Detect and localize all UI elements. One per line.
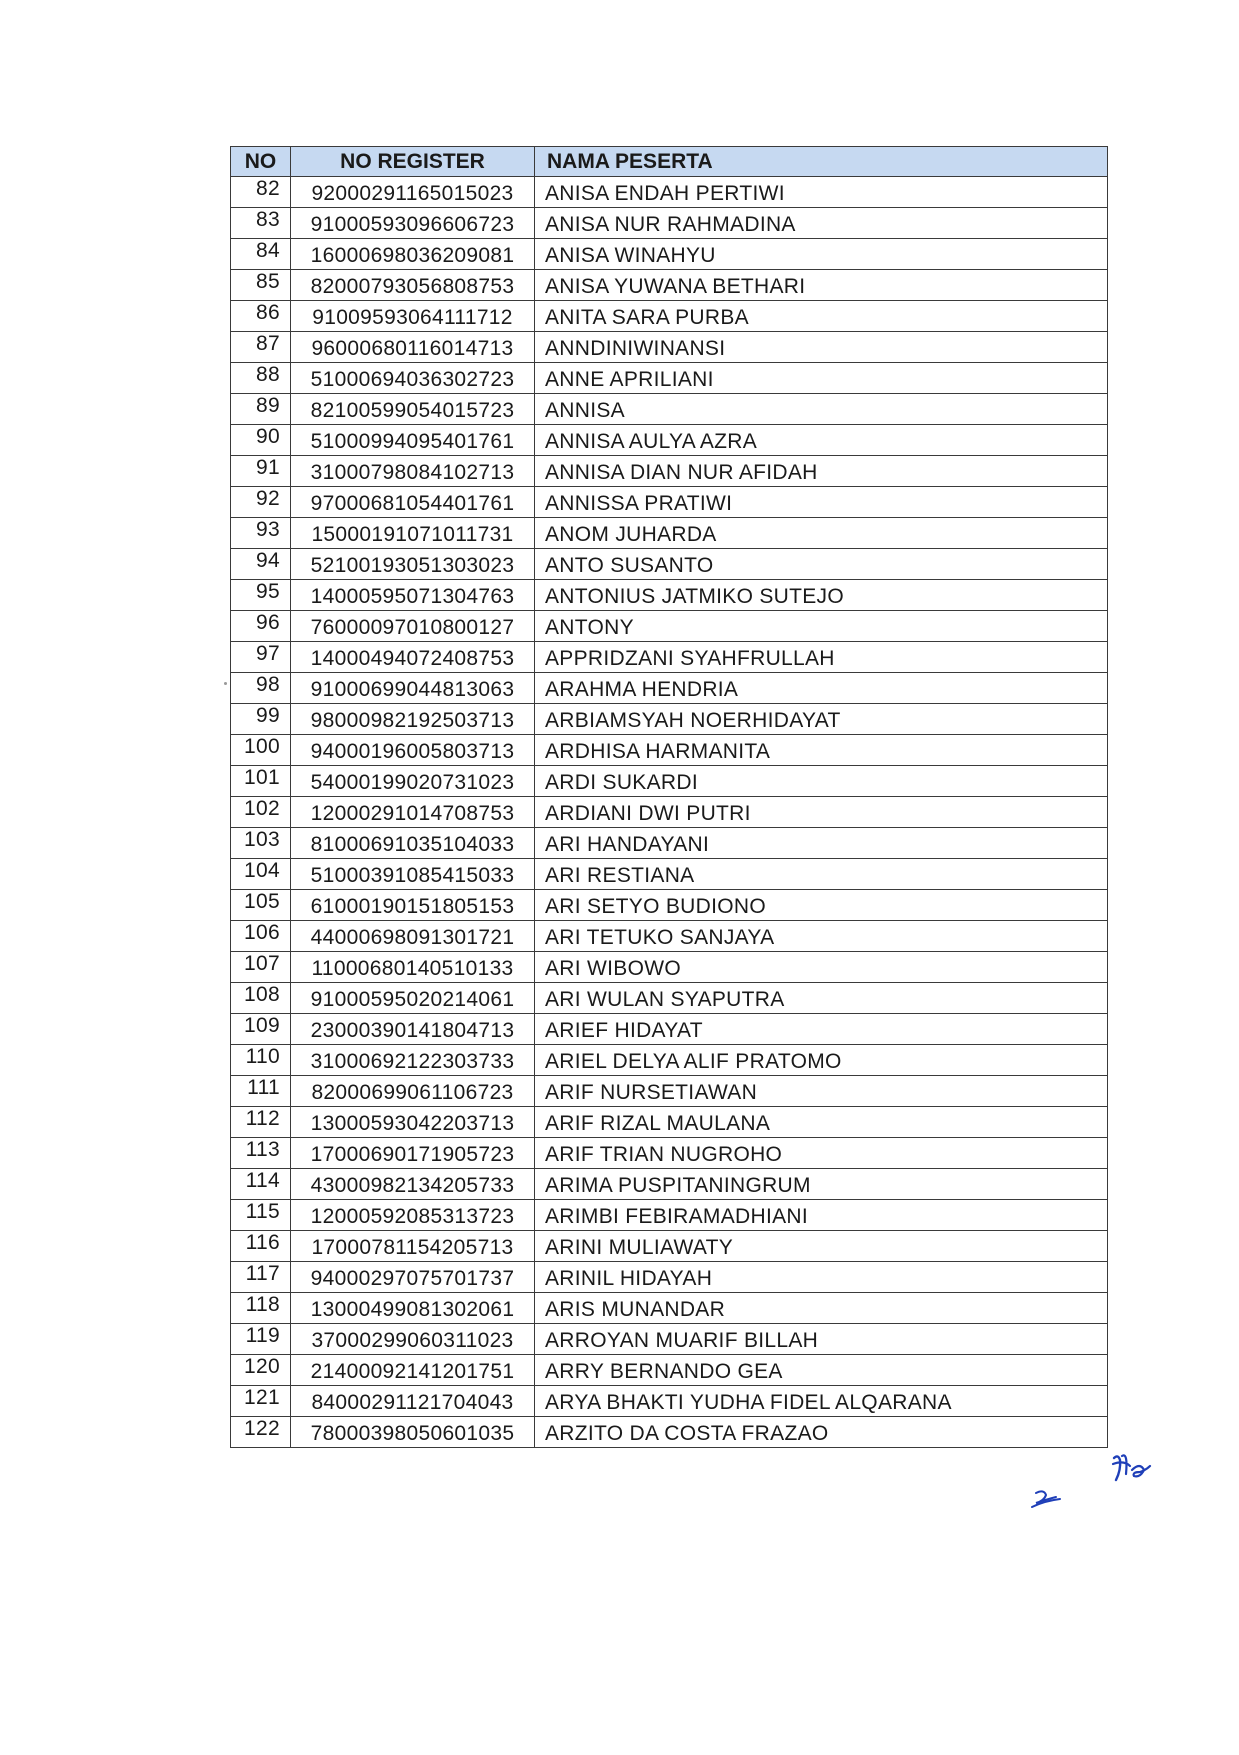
participant-name: ARIEF HIDAYAT [535, 1014, 1108, 1045]
register-number: 82000699061106723 [291, 1076, 535, 1107]
table-row [231, 518, 1108, 549]
register-number: 94000297075701737 [291, 1262, 535, 1293]
row-number: 101 [231, 766, 291, 797]
row-number: 105 [231, 890, 291, 921]
register-number: 51000391085415033 [291, 859, 535, 890]
row-number: 104 [231, 859, 291, 890]
register-number: 14000494072408753 [291, 642, 535, 673]
register-number: 37000299060311023 [291, 1324, 535, 1355]
register-number: 82000793056808753 [291, 270, 535, 301]
participant-name: ARDI SUKARDI [535, 766, 1108, 797]
participant-name: ARYA BHAKTI YUDHA FIDEL ALQARANA [535, 1386, 1108, 1417]
participant-name: ANTO SUSANTO [535, 549, 1108, 580]
row-number: 115 [231, 1200, 291, 1231]
participant-table [230, 146, 1108, 1448]
row-number: 85 [231, 270, 291, 301]
participant-name: ANTONY [535, 611, 1108, 642]
table-row [231, 425, 1108, 456]
row-number: 122 [231, 1417, 291, 1448]
row-number: 95 [231, 580, 291, 611]
row-number: 103 [231, 828, 291, 859]
participant-name: ANNISA AULYA AZRA [535, 425, 1108, 456]
table-row [231, 1231, 1108, 1262]
register-number: 91000595020214061 [291, 983, 535, 1014]
participant-name: ARIEL DELYA ALIF PRATOMO [535, 1045, 1108, 1076]
participant-name: ANOM JUHARDA [535, 518, 1108, 549]
register-number: 51000694036302723 [291, 363, 535, 394]
register-number: 44000698091301721 [291, 921, 535, 952]
table-row [231, 177, 1108, 208]
participant-name: ARI RESTIANA [535, 859, 1108, 890]
register-number: 84000291121704043 [291, 1386, 535, 1417]
participant-name: ANTONIUS JATMIKO SUTEJO [535, 580, 1108, 611]
table-row [231, 1355, 1108, 1386]
row-number: 107 [231, 952, 291, 983]
table-row [231, 1107, 1108, 1138]
paraf-initial-icon [1030, 1487, 1064, 1511]
row-number: 116 [231, 1231, 291, 1262]
register-number: 15000191071011731 [291, 518, 535, 549]
table-row [231, 952, 1108, 983]
table-row [231, 239, 1108, 270]
table-row [231, 735, 1108, 766]
participant-name: ARIF NURSETIAWAN [535, 1076, 1108, 1107]
participant-name: ANISA ENDAH PERTIWI [535, 177, 1108, 208]
participant-name: ANNISA [535, 394, 1108, 425]
row-number: 94 [231, 549, 291, 580]
table-row [231, 1138, 1108, 1169]
register-number: 13000499081302061 [291, 1293, 535, 1324]
table-row [231, 704, 1108, 735]
row-number: 96 [231, 611, 291, 642]
register-number: 12000592085313723 [291, 1200, 535, 1231]
table-row [231, 611, 1108, 642]
row-number: 99 [231, 704, 291, 735]
row-number: 120 [231, 1355, 291, 1386]
participant-name: APPRIDZANI SYAHFRULLAH [535, 642, 1108, 673]
row-number: 110 [231, 1045, 291, 1076]
participant-name: ARRY BERNANDO GEA [535, 1355, 1108, 1386]
register-number: 31000692122303733 [291, 1045, 535, 1076]
row-number: 87 [231, 332, 291, 363]
table-row [231, 797, 1108, 828]
table-row [231, 1324, 1108, 1355]
row-number: 82 [231, 177, 291, 208]
participant-name: ARIS MUNANDAR [535, 1293, 1108, 1324]
participant-name: ANISA WINAHYU [535, 239, 1108, 270]
header-row [231, 147, 1108, 177]
header-no: NO [231, 147, 291, 177]
register-number: 91009593064111712 [291, 301, 535, 332]
row-number: 106 [231, 921, 291, 952]
row-number: 88 [231, 363, 291, 394]
row-number: 113 [231, 1138, 291, 1169]
register-number: 91000699044813063 [291, 673, 535, 704]
row-number: 98 [231, 673, 291, 704]
row-number: 118 [231, 1293, 291, 1324]
row-number: 91 [231, 456, 291, 487]
table-row [231, 1045, 1108, 1076]
row-number: 89 [231, 394, 291, 425]
row-number: 121 [231, 1386, 291, 1417]
participant-name: ANNE APRILIANI [535, 363, 1108, 394]
participant-name: ANISA NUR RAHMADINA [535, 208, 1108, 239]
participant-name: ARINIL HIDAYAH [535, 1262, 1108, 1293]
participant-name: ARDIANI DWI PUTRI [535, 797, 1108, 828]
table-row [231, 766, 1108, 797]
row-number: 84 [231, 239, 291, 270]
table-row [231, 1417, 1108, 1448]
register-number: 21400092141201751 [291, 1355, 535, 1386]
register-number: 16000698036209081 [291, 239, 535, 270]
register-number: 91000593096606723 [291, 208, 535, 239]
register-number: 51000994095401761 [291, 425, 535, 456]
row-number: 108 [231, 983, 291, 1014]
register-number: 13000593042203713 [291, 1107, 535, 1138]
table-row [231, 1076, 1108, 1107]
register-number: 94000196005803713 [291, 735, 535, 766]
participant-name: ARROYAN MUARIF BILLAH [535, 1324, 1108, 1355]
register-number: 54000199020731023 [291, 766, 535, 797]
participant-name: ANNDINIWINANSI [535, 332, 1108, 363]
register-number: 12000291014708753 [291, 797, 535, 828]
register-number: 76000097010800127 [291, 611, 535, 642]
scan-speck [224, 682, 227, 685]
participant-name: ARIMBI FEBIRAMADHIANI [535, 1200, 1108, 1231]
table-row [231, 487, 1108, 518]
register-number: 78000398050601035 [291, 1417, 535, 1448]
participant-name: ARZITO DA COSTA FRAZAO [535, 1417, 1108, 1448]
register-number: 92000291165015023 [291, 177, 535, 208]
participant-name: ARIF RIZAL MAULANA [535, 1107, 1108, 1138]
handwritten-initial-icon [1110, 1450, 1154, 1486]
participant-name: ANNISSA PRATIWI [535, 487, 1108, 518]
table-row [231, 580, 1108, 611]
participant-name: ARI TETUKO SANJAYA [535, 921, 1108, 952]
participant-name: ARI SETYO BUDIONO [535, 890, 1108, 921]
row-number: 92 [231, 487, 291, 518]
register-number: 52100193051303023 [291, 549, 535, 580]
table-body [231, 177, 1108, 1448]
row-number: 86 [231, 301, 291, 332]
participant-name: ARDHISA HARMANITA [535, 735, 1108, 766]
row-number: 109 [231, 1014, 291, 1045]
register-number: 97000681054401761 [291, 487, 535, 518]
register-number: 81000691035104033 [291, 828, 535, 859]
register-number: 43000982134205733 [291, 1169, 535, 1200]
table-row [231, 642, 1108, 673]
table-row [231, 1169, 1108, 1200]
row-number: 119 [231, 1324, 291, 1355]
row-number: 112 [231, 1107, 291, 1138]
register-number: 61000190151805153 [291, 890, 535, 921]
table-row [231, 1200, 1108, 1231]
register-number: 14000595071304763 [291, 580, 535, 611]
table-row [231, 549, 1108, 580]
participant-name: ARBIAMSYAH NOERHIDAYAT [535, 704, 1108, 735]
table-row [231, 456, 1108, 487]
participant-name: ANITA SARA PURBA [535, 301, 1108, 332]
row-number: 83 [231, 208, 291, 239]
participant-name: ARI HANDAYANI [535, 828, 1108, 859]
row-number: 102 [231, 797, 291, 828]
participant-name: ARIMA PUSPITANINGRUM [535, 1169, 1108, 1200]
table-row [231, 890, 1108, 921]
participant-name: ARIF TRIAN NUGROHO [535, 1138, 1108, 1169]
table-row [231, 1386, 1108, 1417]
table-row [231, 983, 1108, 1014]
row-number: 100 [231, 735, 291, 766]
table-row [231, 332, 1108, 363]
participant-name: ANNISA DIAN NUR AFIDAH [535, 456, 1108, 487]
row-number: 97 [231, 642, 291, 673]
register-number: 82100599054015723 [291, 394, 535, 425]
participant-name: ARINI MULIAWATY [535, 1231, 1108, 1262]
row-number: 93 [231, 518, 291, 549]
register-number: 31000798084102713 [291, 456, 535, 487]
register-number: 98000982192503713 [291, 704, 535, 735]
table-row [231, 673, 1108, 704]
participant-name: ANISA YUWANA BETHARI [535, 270, 1108, 301]
table-row [231, 394, 1108, 425]
participant-name: ARAHMA HENDRIA [535, 673, 1108, 704]
register-number: 11000680140510133 [291, 952, 535, 983]
row-number: 90 [231, 425, 291, 456]
participant-name: ARI WULAN SYAPUTRA [535, 983, 1108, 1014]
participant-name: ARI WIBOWO [535, 952, 1108, 983]
table-row [231, 1293, 1108, 1324]
table-row [231, 859, 1108, 890]
table-row [231, 208, 1108, 239]
header-register: NO REGISTER [291, 147, 535, 177]
register-number: 96000680116014713 [291, 332, 535, 363]
row-number: 114 [231, 1169, 291, 1200]
row-number: 117 [231, 1262, 291, 1293]
register-number: 17000781154205713 [291, 1231, 535, 1262]
table-row [231, 270, 1108, 301]
table-row [231, 921, 1108, 952]
table-row [231, 1262, 1108, 1293]
table-row [231, 828, 1108, 859]
table-row [231, 1014, 1108, 1045]
row-number: 111 [231, 1076, 291, 1107]
register-number: 17000690171905723 [291, 1138, 535, 1169]
register-number: 23000390141804713 [291, 1014, 535, 1045]
header-name: NAMA PESERTA [535, 147, 1108, 177]
table-row [231, 301, 1108, 332]
table-row [231, 363, 1108, 394]
